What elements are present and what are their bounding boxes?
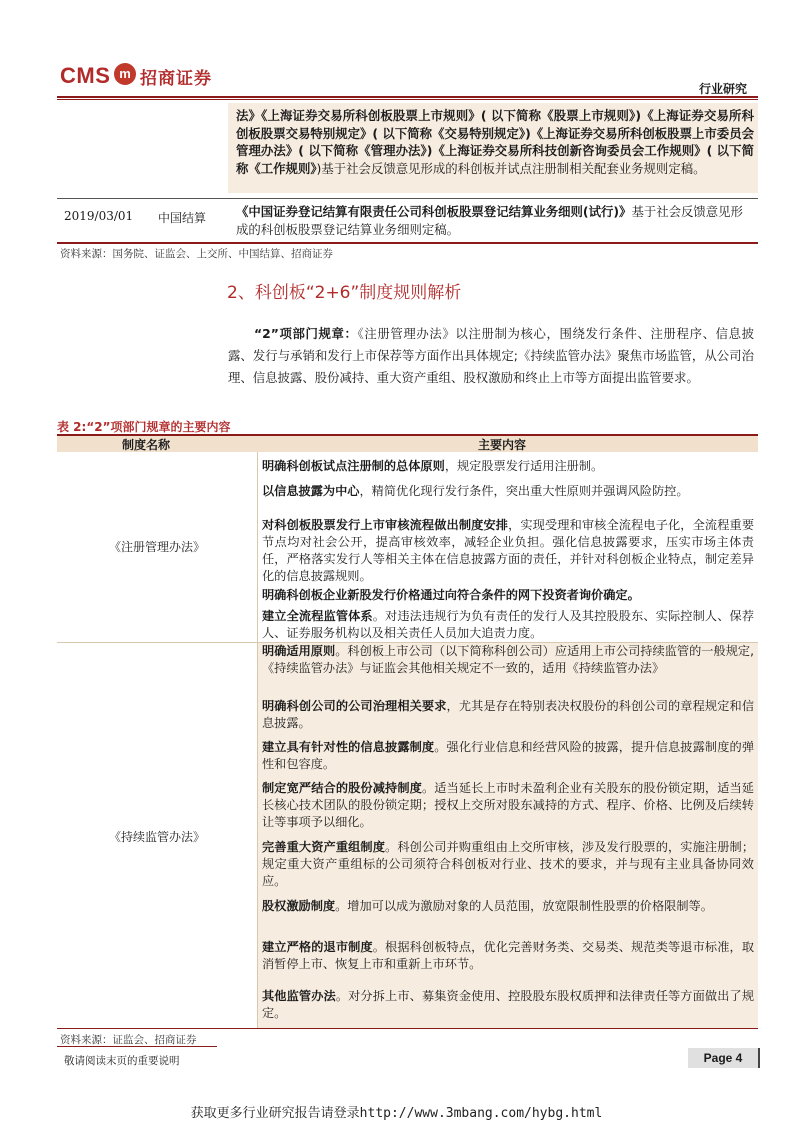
- table1-continuation-normal: )基于社会反馈意见形成的科创板并试点注册制相关配套业务规则定稿。: [316, 160, 706, 176]
- section-title: 2、科创板“2+6”制度规则解析: [227, 283, 462, 303]
- item-bold: 完善重大资产重组制度: [262, 840, 386, 854]
- report-category: 行业研究: [698, 82, 747, 96]
- row1-name: 《注册管理办法》: [108, 540, 205, 554]
- table1-continuation-bold: 法》《上海证券交易所科创板股票上市规则》( 以下简称《股票上市规则》)《上海证券交易所科创板股票交易特别规定》( 以下简称《交易特别规定》)《上海证券交易所科创板股票上市委员会管理办法》( 以下简称《管理办法》)《上海证券交易所科技创新咨询委员会工作规则》( 以下简称《工作规则》: [236, 108, 754, 176]
- row2-item: [262, 939, 754, 973]
- item-text: 。对分拆上市、募集资金使用、控股股东股权质押和法律责任等方面做出了规定。: [262, 989, 755, 1020]
- item-bold: 建立全流程监管体系: [262, 609, 373, 623]
- item-bold: 对科创板股票发行上市审核流程做出制度安排: [262, 518, 509, 532]
- table1-bottom-rule: [57, 242, 758, 244]
- source-note-1: 资料来源：国务院、证监会、上交所、中国结算、招商证券: [60, 248, 333, 260]
- item-bold: 以信息披露为中心: [262, 484, 360, 498]
- item-text: ，精简优化现行发行条件，突出重大性原则并强调风险防控。: [359, 484, 689, 498]
- disclaimer-note: 敬请阅读末页的重要说明: [64, 1055, 180, 1067]
- item-text: 。增加可以成为激励对象的人员范围，放宽限制性股票的价格限制等。: [335, 899, 713, 913]
- item-text: 。科创公司并购重组由上交所审核，涉及发行股票的，实施注册制；规定重大资产重组标的公司须符合科创板对行业、技术的要求，并与现有主业具备协同效应。: [262, 840, 755, 888]
- item-bold: 明确科创板企业新股发行价格通过向符合条件的网下投资者询价确定。: [262, 588, 640, 602]
- row-divider: [57, 198, 758, 199]
- item-bold: 明确科创板试点注册制的总体原则: [262, 459, 445, 473]
- row1-item: [262, 458, 754, 475]
- item-bold: 明确适用原则: [262, 644, 336, 658]
- intro-bold: “2”项部门规章：: [254, 326, 358, 341]
- intro-normal: 《注册管理办法》以注册制为核心，围绕发行条件、注册程序、信息披露、发行与承销和发行上市保荐等方面作出具体规定;《持续监管办法》聚焦市场监管，从公司治理、信息披露、股份减持、重大资产重组、股权激励和终止上市等方面提出监管要求。: [228, 326, 754, 385]
- logo-text: 招商证券: [140, 69, 212, 89]
- item-text: 。科创板上市公司（以下简称科创公司）应适用上市公司持续监管的一般规定,《持续监管办法》与证监会其他相关规定不一致的，适用《持续监管办法》: [262, 644, 754, 675]
- table2-bottom-rule: [57, 1028, 758, 1029]
- row2-item: [262, 898, 754, 915]
- table1-date: 2019/03/01: [64, 209, 134, 223]
- row2-item: [262, 839, 754, 890]
- row2-item: [262, 739, 754, 773]
- logo-cms: CMS: [60, 63, 111, 88]
- row1-item: [262, 517, 754, 585]
- header-rule-thin: [57, 99, 758, 100]
- row2-name: 《持续监管办法》: [108, 830, 205, 844]
- row1-item: [262, 587, 754, 604]
- intro-paragraph: [228, 323, 754, 389]
- source-note-2: 资料来源：证监会、招商证券: [60, 1034, 197, 1046]
- item-text: 。对违法违规行为负有责任的发行人及其控股股东、实际控制人、保荐人、证券服务机构以及相关责任人员加大追责力度。: [262, 609, 755, 640]
- row2-item: [262, 780, 754, 831]
- item-bold: 股权激励制度: [262, 899, 336, 913]
- table1-org: 中国结算: [158, 211, 207, 225]
- item-text: ，实现受理和审核全流程电子化，全流程重要节点均对社会公开，提高审核效率，减轻企业负担。强化信息披露要求，压实市场主体责任，严格落实发行人等相关主体在信息披露方面的责任，并针对科创板企业特点，制定差异化的信息披露规则。: [262, 518, 755, 583]
- row1-item: [262, 483, 754, 500]
- item-text: 。根据科创板特点，优化完善财务类、交易类、规范类等退市标准，取消暂停上市、恢复上市和重新上市环节。: [262, 940, 755, 971]
- item-bold: 明确科创公司的公司治理相关要求: [262, 699, 447, 713]
- footer-rule: [57, 1046, 217, 1047]
- row2-item: [262, 643, 754, 677]
- item-bold: 建立严格的退市制度: [262, 940, 373, 954]
- header-rule: [57, 96, 758, 98]
- table2-col-content: 主要内容: [478, 438, 527, 452]
- table1-continuation-text: [236, 107, 754, 177]
- item-bold: 建立具有针对性的信息披露制度: [262, 740, 435, 754]
- table2-col-name: 制度名称: [122, 438, 171, 452]
- item-bold: 制定宽严结合的股份减持制度: [262, 781, 422, 795]
- item-bold: 其他监管办法: [262, 989, 336, 1003]
- page-number: Page 4: [688, 1048, 760, 1068]
- row2-item: [262, 698, 754, 732]
- item-text: 。强化行业信息和经营风险的披露，提升信息披露制度的弹性和包容度。: [262, 740, 755, 771]
- table1-content-normal: 基于社会反馈意见形成的科创板股票登记结算业务细则定稿。: [236, 204, 743, 237]
- watermark-link[interactable]: 获取更多行业研究报告请登录http://www.3mbang.com/hybg.html: [190, 1106, 603, 1121]
- column-divider: [257, 452, 258, 1028]
- table2-title: 表 2:“2”项部门规章的主要内容: [57, 420, 231, 434]
- item-text: ，尤其是存在特别表决权股份的科创公司的章程规定和信息披露。: [262, 699, 755, 730]
- table1-content-bold: 《中国证券登记结算有限责任公司科创板股票登记结算业务细则(试行)》: [236, 204, 632, 219]
- row2-item: [262, 988, 754, 1022]
- row1-item: [262, 608, 754, 642]
- table1-content: [236, 203, 754, 238]
- logo-icon: m: [114, 63, 136, 85]
- item-text: 。适当延长上市时未盈利企业有关股东的股份锁定期，适当延长核心技术团队的股份锁定期；授权上交所对股东减持的方式、程序、价格、比例及后续转让等事项予以细化。: [262, 781, 754, 829]
- item-text: ，规定股票发行适用注册制。: [444, 459, 604, 473]
